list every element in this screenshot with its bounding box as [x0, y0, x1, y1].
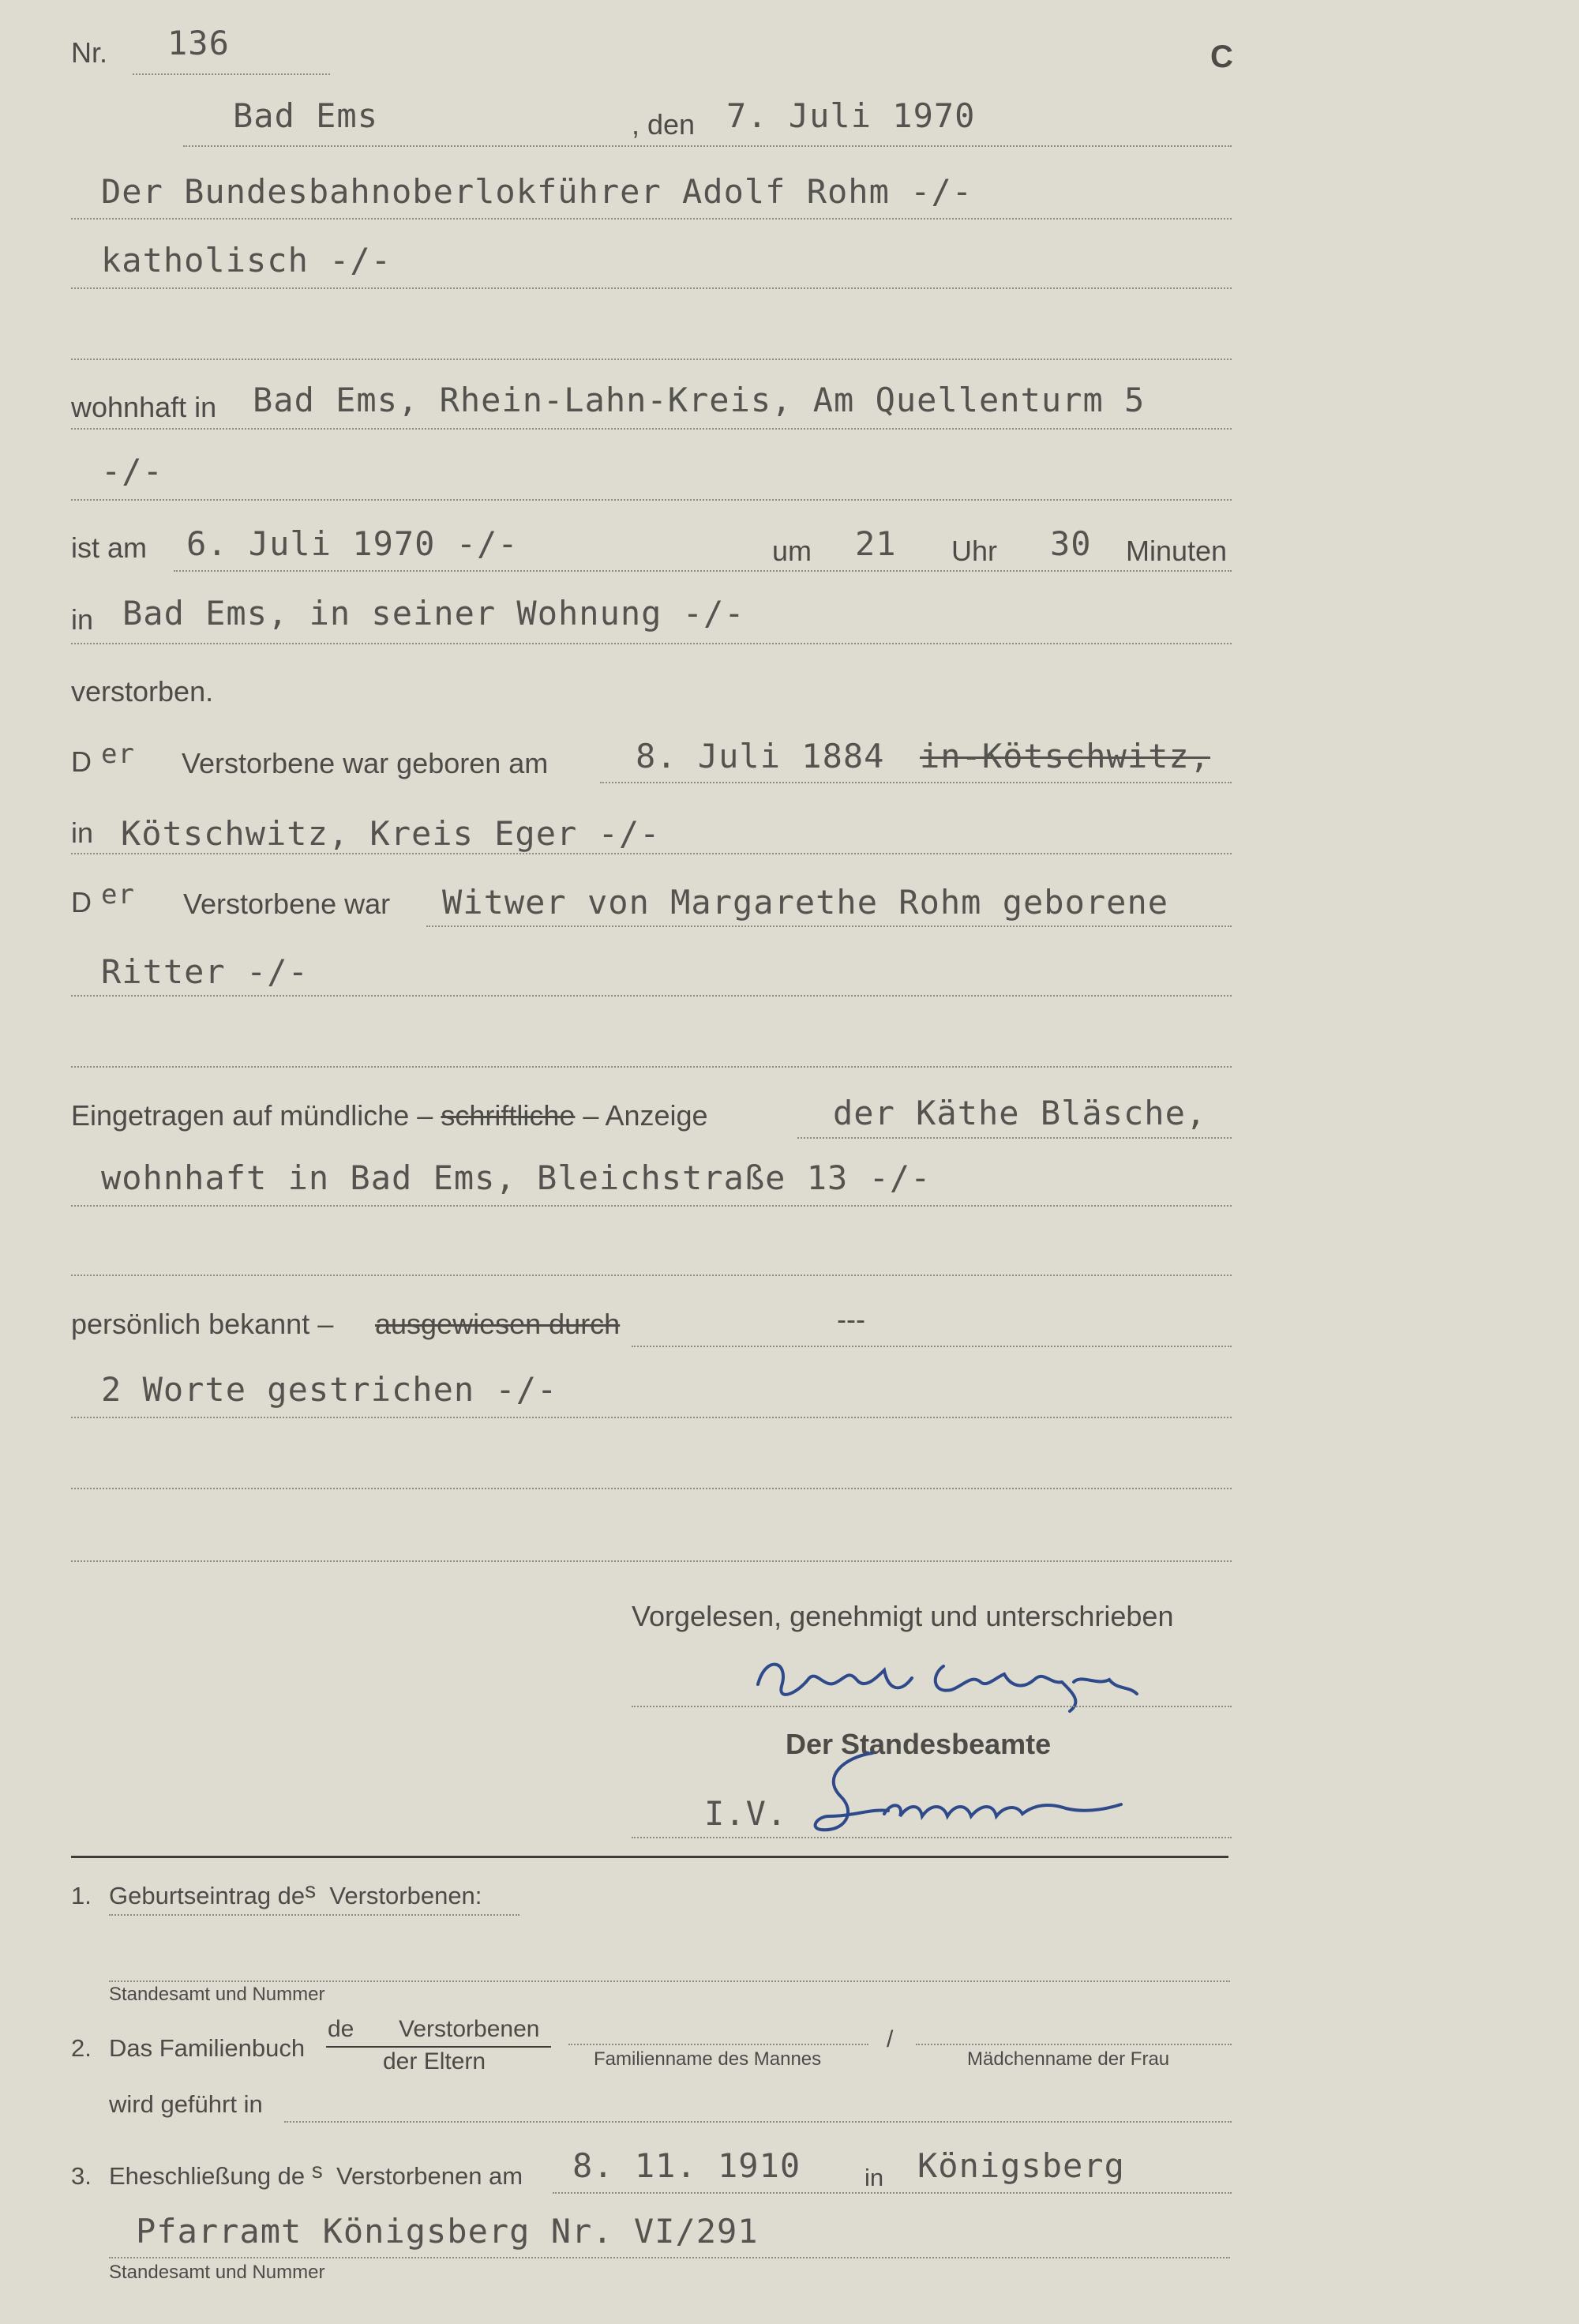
death-in-label: in	[71, 603, 94, 636]
identity-struck: ausgewiesen durch	[375, 1308, 621, 1340]
death-place: Bad Ems, in seiner Wohnung -/-	[122, 594, 745, 633]
item2-wird: wird geführt in	[109, 2090, 263, 2118]
identity-dash: ---	[837, 1303, 865, 1335]
item3-sublabel: Standesamt und Nummer	[109, 2262, 325, 2283]
corner-letter: C	[1210, 39, 1233, 74]
person-religion: katholisch -/-	[101, 241, 392, 280]
item3-num: 3.	[71, 2162, 92, 2190]
ist-am-label: ist am	[71, 531, 148, 564]
uhr-label: Uhr	[951, 535, 998, 567]
iv-label: I.V.	[704, 1794, 788, 1833]
registration-label-a: Eingetragen auf mündliche – schriftliche – Anzeige	[71, 1099, 708, 1132]
deletion-note: 2 Worte gestrichen -/-	[101, 1370, 558, 1409]
marital-value: Witwer von Margarethe Rohm geborene	[442, 883, 1169, 922]
birth-struck-place: in-Kötschwitz,	[920, 737, 1211, 775]
den-label: , den	[632, 108, 696, 141]
item1-sublabel: Standesamt und Nummer	[109, 1984, 325, 2005]
item2-slash: /	[887, 2026, 894, 2052]
item2-label: Das Familienbuch	[109, 2034, 306, 2062]
person-line-1: Der Bundesbahnoberlokführer Adolf Rohm -/-	[101, 172, 973, 211]
registration-struck: schriftliche	[441, 1099, 576, 1132]
verstorben-label: verstorben.	[71, 675, 214, 708]
minuten-label: Minuten	[1126, 535, 1228, 567]
residence-value: Bad Ems, Rhein-Lahn-Kreis, Am Quellenturm 5	[253, 381, 1146, 419]
closing-text: Vorgelesen, genehmigt und unterschrieben	[632, 1600, 1174, 1632]
marriage-registry: Pfarramt Königsberg Nr. VI/291	[136, 2212, 759, 2251]
death-hour: 21	[855, 524, 897, 563]
der-prefix: D	[71, 745, 92, 778]
residence-cont: -/-	[101, 452, 163, 490]
item2-sublabel-husband: Familienname des Mannes	[594, 2048, 822, 2070]
identity-label: persönlich bekannt –	[71, 1308, 334, 1340]
der-suffix-2: er	[101, 879, 135, 910]
birth-place: Kötschwitz, Kreis Eger -/-	[121, 814, 661, 853]
marriage-place: Königsberg	[917, 2146, 1125, 2185]
item3-in: in	[865, 2164, 884, 2191]
place: Bad Ems	[233, 96, 379, 135]
registration-value: der Käthe Bläsche,	[833, 1094, 1207, 1132]
registration-cont: wohnhaft in Bad Ems, Bleichstraße 13 -/-	[101, 1158, 932, 1197]
item3-label: Eheschließung de s Verstorbenen am	[109, 2158, 523, 2190]
marriage-date: 8. 11. 1910	[572, 2146, 801, 2185]
item2-de: de	[328, 2016, 354, 2042]
birth-label: Verstorbene war geboren am	[182, 747, 549, 779]
item2-verstorbenen: Verstorbenen	[399, 2016, 540, 2042]
birth-date: 8. Juli 1884	[636, 737, 885, 775]
item2-eltern: der Eltern	[383, 2048, 486, 2074]
item1-num: 1.	[71, 1882, 92, 1909]
death-minutes: 30	[1050, 524, 1092, 563]
official-title: Der Standesbeamte	[786, 1728, 1052, 1760]
item2-num: 2.	[71, 2034, 92, 2062]
nr-label: Nr.	[71, 36, 108, 69]
residence-label: wohnhaft in	[71, 391, 217, 423]
official-signature	[797, 1741, 1129, 1844]
record-date: 7. Juli 1970	[726, 96, 976, 135]
birth-in-label: in	[71, 817, 94, 849]
um-label: um	[772, 535, 812, 567]
der-prefix-2: D	[71, 886, 92, 918]
item1-label: Geburtseintrag des Verstorbenen:	[109, 1878, 482, 1909]
der-suffix: er	[101, 738, 135, 770]
record-number: 136	[167, 24, 230, 62]
death-date: 6. Juli 1970 -/-	[186, 524, 519, 563]
item2-sublabel-wife: Mädchenname der Frau	[967, 2048, 1170, 2070]
marital-cont: Ritter -/-	[101, 952, 309, 991]
marital-label: Verstorbene war	[183, 888, 391, 920]
